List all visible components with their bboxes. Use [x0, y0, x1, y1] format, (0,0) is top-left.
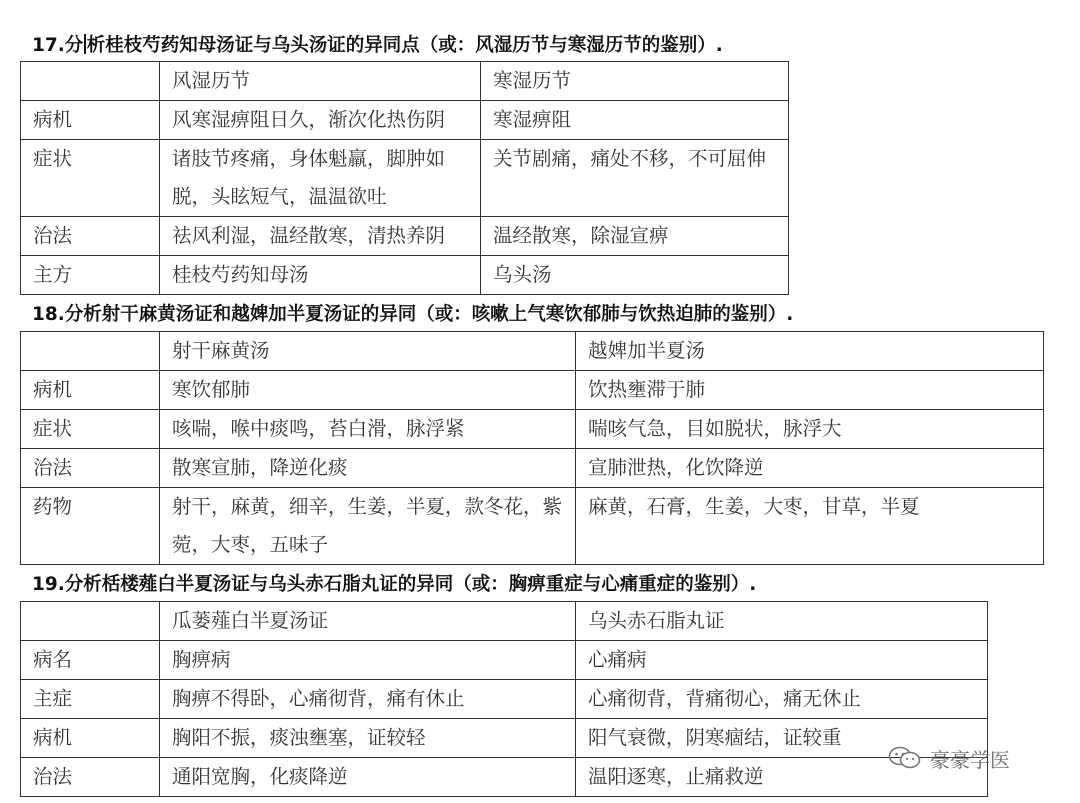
table-row: 治法 散寒宣肺，降逆化痰 宣肺泄热，化饮降逆 [21, 449, 1044, 488]
table-row: 病机 寒饮郁肺 饮热壅滞于肺 [21, 371, 1044, 410]
table-row: 症状 咳喘，喉中痰鸣，苔白滑，脉浮紧 喘咳气急，目如脱状，脉浮大 [21, 410, 1044, 449]
section-18-title: 18.分析射干麻黄汤证和越婢加半夏汤证的异同（或：咳嗽上气寒饮郁肺与饮热迫肺的鉴别）. [32, 304, 794, 325]
section-17-title: 17.分 析桂枝芍药知母汤证与乌头汤证的异同点（或：风湿历节与寒湿历节的鉴别）. [32, 35, 723, 56]
section-19-title: 19.分析栝楼薤白半夏汤证与乌头赤石脂丸证的异同（或：胸痹重症与心痛重症的鉴别）. [32, 574, 757, 595]
table-19 [20, 601, 988, 797]
table-row: 主方 桂枝芍药知母汤 乌头汤 [21, 256, 789, 295]
table-header-row: 风湿历节 寒湿历节 [21, 62, 789, 101]
table-row: 治法 祛风利湿，温经散寒，清热养阴 温经散寒，除湿宣痹 [21, 217, 789, 256]
watermark-text: 豪豪学医 [930, 748, 1010, 772]
wechat-icon [888, 745, 922, 776]
table-row: 症状 诸肢节疼痛，身体魁羸，脚肿如脱，头眩短气，温温欲吐 关节剧痛，痛处不移，不可屈伸 [21, 140, 789, 217]
table-row: 病机 胸阳不振，痰浊壅塞，证较轻 阳气衰微，阴寒痼结，证较重 [21, 719, 988, 758]
table-row: 药物 射干，麻黄，细辛，生姜，半夏，款冬花，紫菀，大枣，五味子 麻黄，石膏，生姜，大枣，甘草，半夏 [21, 488, 1044, 565]
table-row: 治法 通阳宽胸，化痰降逆 温阳逐寒，止痛救逆 [21, 758, 988, 797]
table-row: 主症 胸痹不得卧，心痛彻背，痛有休止 心痛彻背，背痛彻心，痛无休止 [21, 680, 988, 719]
table-row: 病名 胸痹病 心痛病 [21, 641, 988, 680]
table-18 [20, 331, 1044, 565]
text-cursor [84, 34, 86, 54]
watermark [888, 744, 1010, 776]
table-row: 病机 风寒湿痹阻日久，渐次化热伤阴 寒湿痹阻 [21, 101, 789, 140]
table-17 [20, 61, 789, 295]
table-header-row: 射干麻黄汤 越婢加半夏汤 [21, 332, 1044, 371]
table-header-row: 瓜蒌薤白半夏汤证 乌头赤石脂丸证 [21, 602, 988, 641]
